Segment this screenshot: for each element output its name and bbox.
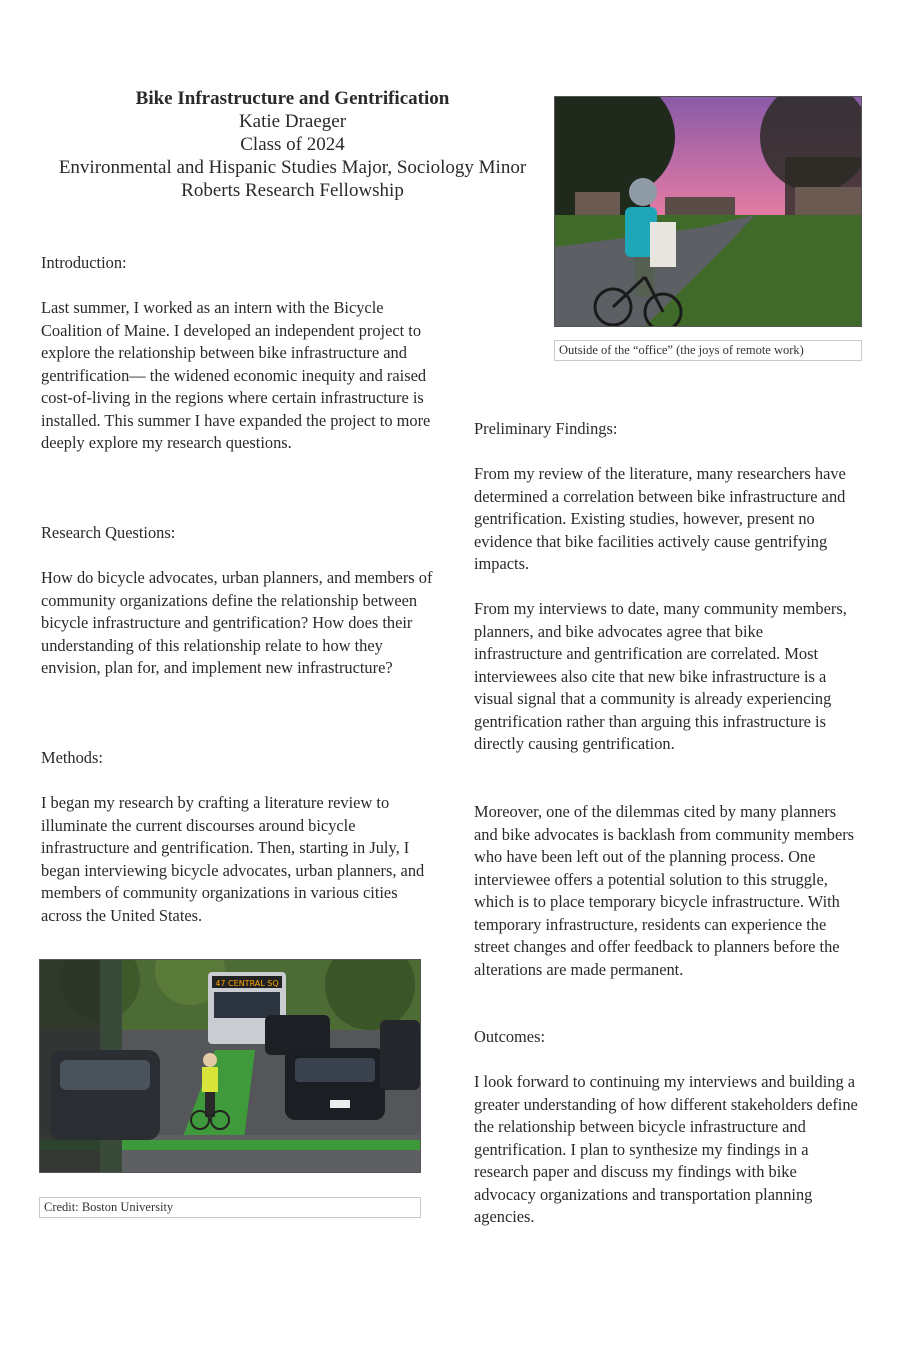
findings-heading: Preliminary Findings: (474, 419, 618, 438)
bus-route-sign: 47 CENTRAL SQ (215, 979, 279, 988)
research-questions-heading: Research Questions: (41, 523, 176, 542)
cyclist-photo-caption: Outside of the “office” (the joys of remote work) (554, 340, 862, 361)
methods-heading: Methods: (41, 748, 103, 767)
introduction-body: Last summer, I worked as an intern with the Bicycle Coalition of Maine. I developed an independent project to explore the relationship between bike infrastructure and gentrification— the widened economic inequity and raised cost-of-living in the regions where certain infrastructure is installed. This summer I have expanded the project to more deeply explore my research questions. (41, 298, 431, 452)
outcomes-heading: Outcomes: (474, 1027, 546, 1046)
bike-lane-photo-caption: Credit: Boston University (39, 1197, 421, 1218)
major-minor: Environmental and Hispanic Studies Major, Sociology Minor (58, 157, 527, 178)
findings-paragraph-1: From my review of the literature, many researchers have determined a correlation between bike infrastructure and gentrification. Existing studies, however, present no evidence that bike facilities actively cause gentrifying impacts. (474, 464, 846, 573)
cyclist-sunset-photo (554, 96, 862, 327)
introduction-heading: Introduction: (41, 253, 127, 272)
outcomes-body: I look forward to continuing my interviews and building a greater understanding of how different stakeholders define the relationship between bicycle infrastructure and gentrification. I plan to synthesize my findings in a research paper and discuss my findings with bike advocacy organizations and transportation planning agencies. (474, 1072, 858, 1226)
findings-paragraph-3: Moreover, one of the dilemmas cited by many planners and bike advocates is backlash from community members who have been left out of the planning process. One interviewee offers a potential solution to this struggle, which is to place temporary bicycle infrastructure. With temporary infrastructure, residents can experience the street changes and offer feedback to planners before the alterations are made permanent. (474, 802, 855, 979)
poster-header (40, 87, 545, 202)
methods-body: I began my research by crafting a literature review to illuminate the current discourses around bicycle infrastructure and gentrification. Then, starting in July, I began interviewing bicycle advocates, urban planners, and members of community organizations in various cities across the United States. (41, 793, 425, 925)
poster-title: Bike Infrastructure and Gentrification (135, 88, 450, 109)
findings-paragraph-2: From my interviews to date, many community members, planners, and bike advocates agree that bike infrastructure and gentrification are correlated. Most interviewees also cite that new bike infrastructure is a visual signal that a community is already experiencing gentrification rather than arguing this infrastructure is directly causing gentrification. (474, 599, 847, 753)
class-year: Class of 2024 (240, 134, 345, 155)
fellowship-name: Roberts Research Fellowship (181, 180, 404, 201)
bike-lane-photo (39, 959, 421, 1173)
research-questions-body: How do bicycle advocates, urban planners, and members of community organizations define the relationship between bicycle infrastructure and gentrification? How does their understanding of this relationship relate to how they envision, plan for, and implement new infrastructure? (41, 568, 433, 677)
author-name: Katie Draeger (238, 111, 347, 132)
